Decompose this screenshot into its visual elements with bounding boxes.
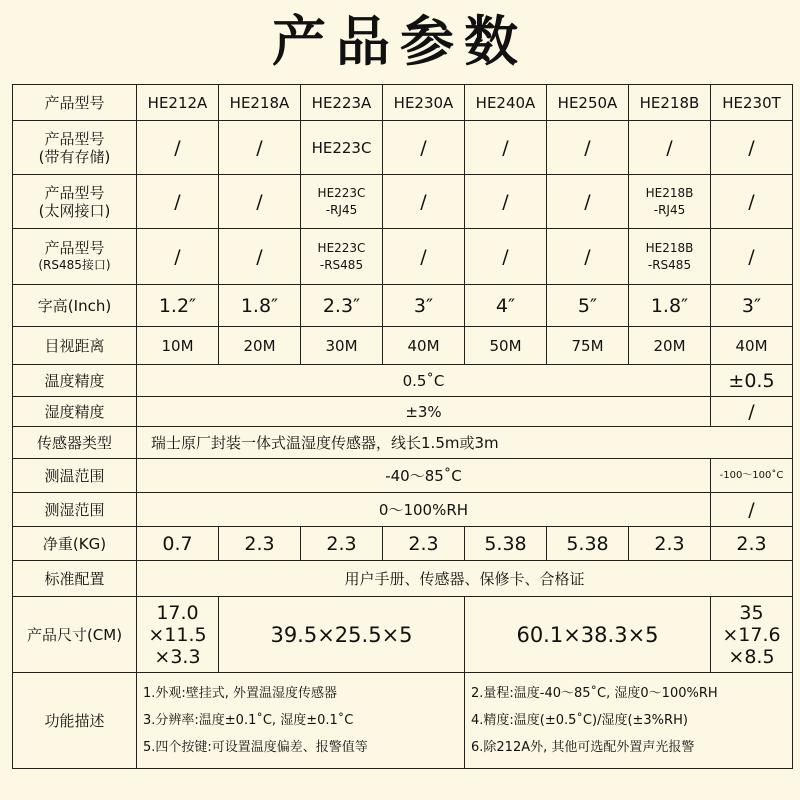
size-a-line: ×3.3 — [154, 645, 201, 668]
char-height-cell: 1.2″ — [137, 285, 219, 327]
temp-range-main: -40～85˚C — [137, 459, 711, 493]
storage-cell: / — [137, 121, 219, 175]
label-rs485 — [13, 229, 137, 285]
size-d — [711, 597, 793, 673]
label-view-distance: 目视距离 — [13, 327, 137, 365]
storage-cell: / — [629, 121, 711, 175]
model-cell: HE230A — [383, 85, 465, 121]
row-storage — [13, 121, 793, 175]
function-item: 2.量程:温度-40～85˚C, 湿度0～100%RH — [471, 686, 718, 701]
model-cell: HE218B — [629, 85, 711, 121]
function-item: 6.除212A外, 其他可选配外置声光报警 — [471, 740, 695, 755]
rs485-cell: / — [383, 229, 465, 285]
view-distance-cell: 75M — [547, 327, 629, 365]
storage-cell: / — [547, 121, 629, 175]
view-distance-cell: 40M — [383, 327, 465, 365]
ethernet-cell: / — [137, 175, 219, 229]
rs485-cell: / — [465, 229, 547, 285]
temp-accuracy-main: 0.5˚C — [137, 365, 711, 397]
hum-accuracy-main: ±3% — [137, 397, 711, 427]
model-cell: HE223A — [301, 85, 383, 121]
row-function — [13, 673, 793, 769]
label-hum-range: 测湿范围 — [13, 493, 137, 527]
function-right — [465, 673, 793, 769]
size-a-line: ×11.5 — [148, 623, 207, 646]
char-height-cell: 1.8″ — [629, 285, 711, 327]
char-height-cell: 3″ — [711, 285, 793, 327]
row-view-distance — [13, 327, 793, 365]
char-height-cell: 1.8″ — [219, 285, 301, 327]
ethernet-cell: / — [219, 175, 301, 229]
row-rs485 — [13, 229, 793, 285]
label-size: 产品尺寸(CM) — [13, 597, 137, 673]
size-d-line: 35 — [739, 601, 764, 624]
rs485-cell: / — [137, 229, 219, 285]
product-spec-table — [12, 84, 793, 769]
model-cell: HE240A — [465, 85, 547, 121]
ethernet-cell: / — [711, 175, 793, 229]
label-storage — [13, 121, 137, 175]
row-size — [13, 597, 793, 673]
size-d-line: ×17.6 — [722, 623, 781, 646]
row-temp-accuracy — [13, 365, 793, 397]
label-line: 产品型号 — [44, 183, 105, 202]
function-item: 3.分辨率:温度±0.1˚C, 湿度±0.1˚C — [143, 713, 354, 728]
ethernet-cell: HE223C -RJ45 — [301, 175, 383, 229]
function-item: 5.四个按键:可设置温度偏差、报警值等 — [143, 740, 368, 755]
view-distance-cell: 20M — [219, 327, 301, 365]
storage-cell: / — [219, 121, 301, 175]
rs485-cell: HE218B -RS485 — [629, 229, 711, 285]
ethernet-cell: / — [465, 175, 547, 229]
weight-cell: 2.3 — [629, 527, 711, 561]
label-line: (太网接口) — [38, 201, 111, 220]
storage-cell: / — [465, 121, 547, 175]
model-cell: HE218A — [219, 85, 301, 121]
label-line: (带有存储) — [38, 147, 111, 166]
label-ethernet — [13, 175, 137, 229]
row-ethernet — [13, 175, 793, 229]
label-line: 产品型号 — [44, 129, 105, 148]
row-model — [13, 85, 793, 121]
label-model: 产品型号 — [13, 85, 137, 121]
weight-cell: 2.3 — [219, 527, 301, 561]
function-item: 4.精度:温度(±0.5˚C)/湿度(±3%RH) — [471, 713, 688, 728]
row-weight — [13, 527, 793, 561]
ethernet-cell: / — [383, 175, 465, 229]
size-d-line: ×8.5 — [728, 645, 775, 668]
rs485-cell: / — [219, 229, 301, 285]
page-title: 产品参数 — [272, 10, 528, 73]
row-standard — [13, 561, 793, 597]
storage-cell: HE223C — [301, 121, 383, 175]
weight-cell: 5.38 — [547, 527, 629, 561]
sensor-type-value: 瑞士原厂封装一体式温湿度传感器，线长1.5m或3m — [137, 427, 793, 459]
weight-cell: 2.3 — [301, 527, 383, 561]
temp-range-last: -100～100˚C — [711, 459, 793, 493]
row-hum-accuracy — [13, 397, 793, 427]
ethernet-cell: HE218B -RJ45 — [629, 175, 711, 229]
label-hum-accuracy: 湿度精度 — [13, 397, 137, 427]
hum-range-last: / — [711, 493, 793, 527]
rs485-cell: / — [711, 229, 793, 285]
weight-cell: 0.7 — [137, 527, 219, 561]
function-left — [137, 673, 465, 769]
char-height-cell: 3″ — [383, 285, 465, 327]
label-temp-range: 测温范围 — [13, 459, 137, 493]
model-cell: HE212A — [137, 85, 219, 121]
size-a-line: 17.0 — [156, 601, 199, 624]
view-distance-cell: 50M — [465, 327, 547, 365]
rs485-cell: HE223C -RS485 — [301, 229, 383, 285]
hum-accuracy-last: / — [711, 397, 793, 427]
label-function: 功能描述 — [13, 673, 137, 769]
label-standard: 标准配置 — [13, 561, 137, 597]
weight-cell: 2.3 — [383, 527, 465, 561]
row-sensor-type — [13, 427, 793, 459]
model-cell: HE250A — [547, 85, 629, 121]
view-distance-cell: 10M — [137, 327, 219, 365]
size-b: 39.5×25.5×5 — [219, 597, 465, 673]
model-cell: HE230T — [711, 85, 793, 121]
temp-accuracy-last: ±0.5 — [711, 365, 793, 397]
weight-cell: 2.3 — [711, 527, 793, 561]
row-temp-range — [13, 459, 793, 493]
row-char-height — [13, 285, 793, 327]
function-item: 1.外观:壁挂式, 外置温湿度传感器 — [143, 686, 338, 701]
ethernet-cell: / — [547, 175, 629, 229]
label-line: (RS485接口) — [38, 258, 111, 272]
char-height-cell: 5″ — [547, 285, 629, 327]
weight-cell: 5.38 — [465, 527, 547, 561]
label-char-height: 字高(Inch) — [13, 285, 137, 327]
size-a — [137, 597, 219, 673]
char-height-cell: 2.3″ — [301, 285, 383, 327]
label-temp-accuracy: 温度精度 — [13, 365, 137, 397]
storage-cell: / — [711, 121, 793, 175]
label-sensor-type: 传感器类型 — [13, 427, 137, 459]
size-c: 60.1×38.3×5 — [465, 597, 711, 673]
view-distance-cell: 20M — [629, 327, 711, 365]
label-line: 产品型号 — [44, 239, 105, 257]
char-height-cell: 4″ — [465, 285, 547, 327]
rs485-cell: / — [547, 229, 629, 285]
standard-value: 用户手册、传感器、保修卡、合格证 — [137, 561, 793, 597]
hum-range-main: 0～100%RH — [137, 493, 711, 527]
view-distance-cell: 30M — [301, 327, 383, 365]
view-distance-cell: 40M — [711, 327, 793, 365]
storage-cell: / — [383, 121, 465, 175]
label-weight: 净重(KG) — [13, 527, 137, 561]
row-hum-range — [13, 493, 793, 527]
